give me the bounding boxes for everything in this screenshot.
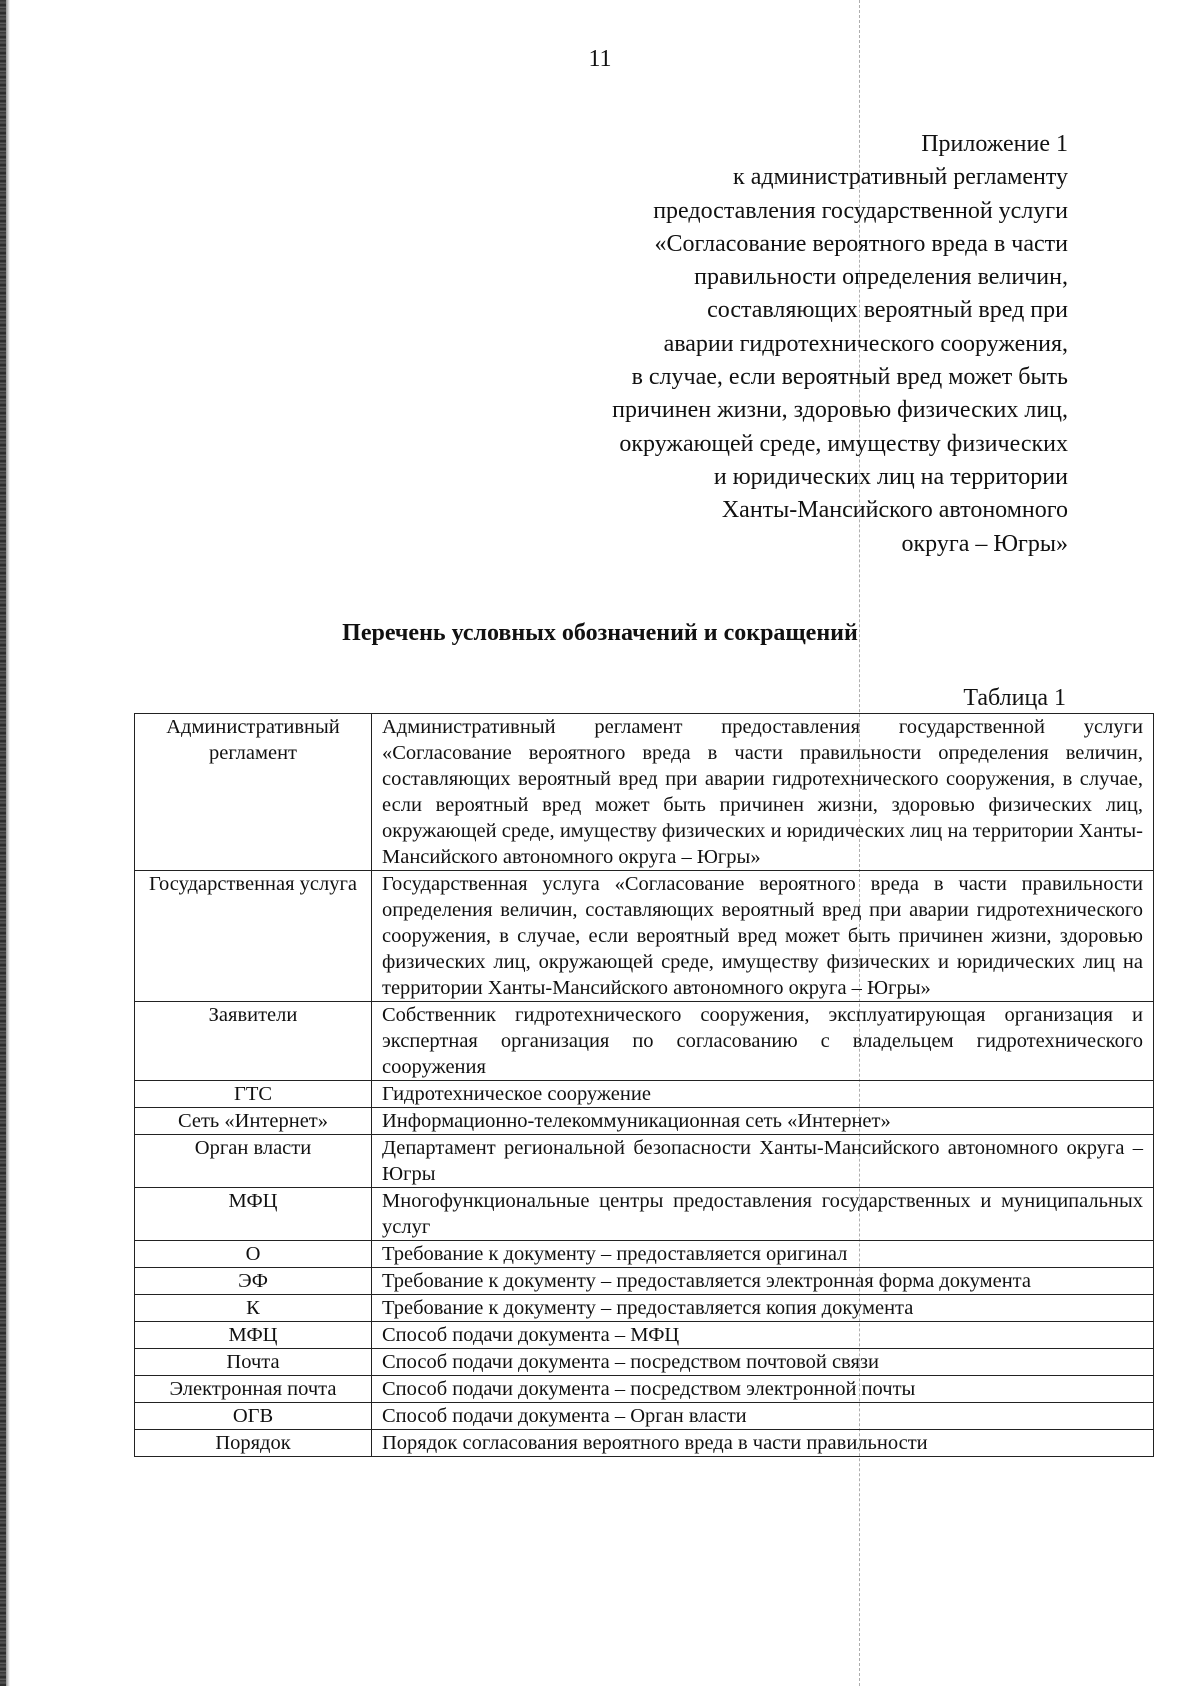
table-row (135, 1376, 1154, 1403)
definition-cell: Департамент региональной безопасности Ханты-Мансийского автономного округа – Югры (372, 1135, 1154, 1188)
table-row (135, 1430, 1154, 1457)
definition-cell: Требование к документу – предоставляется копия документа (372, 1295, 1154, 1322)
definition-cell: Способ подачи документа – посредством электронной почты (372, 1376, 1154, 1403)
definition-cell: Административный регламент предоставления государственной услуги «Согласование вероятного вреда в части правильности определения величин, составляющих вероятный вред при аварии гидротехнического сооружения, в случае, если вероятный вред может быть причинен жизни, здоровью физических лиц, окружающей среде, имуществу физических и юридических лиц на территории Ханты-Мансийского автономного округа – Югры» (372, 714, 1154, 871)
term-cell: К (135, 1295, 372, 1322)
term-cell: ГТС (135, 1081, 372, 1108)
table-row (135, 1108, 1154, 1135)
term-cell: Заявители (135, 1002, 372, 1081)
appendix-line: окружающей среде, имуществу физических (619, 430, 1068, 457)
term-cell: Почта (135, 1349, 372, 1376)
table-caption: Таблица 1 (963, 685, 1066, 711)
appendix-line: и юридических лиц на территории (713, 463, 1068, 490)
term-cell: ЭФ (135, 1268, 372, 1295)
term-cell: Электронная почта (135, 1376, 372, 1403)
table-row (135, 714, 1154, 871)
appendix-line: аварии гидротехнического сооружения, (663, 330, 1068, 357)
term-cell: МФЦ (135, 1188, 372, 1241)
definition-cell: Информационно-телекоммуникационная сеть «Интернет» (372, 1108, 1154, 1135)
term-cell: Орган власти (135, 1135, 372, 1188)
definition-cell: Гидротехническое сооружение (372, 1081, 1154, 1108)
table-row (135, 1403, 1154, 1430)
term-cell: МФЦ (135, 1322, 372, 1349)
table-row (135, 1081, 1154, 1108)
definition-cell: Требование к документу – предоставляется электронная форма документа (372, 1268, 1154, 1295)
term-cell: Государственная услуга (135, 871, 372, 1002)
definition-cell: Порядок согласования вероятного вреда в части правильности (372, 1430, 1154, 1457)
definition-cell: Способ подачи документа – Орган власти (372, 1403, 1154, 1430)
document-title: Перечень условных обозначений и сокращений (342, 620, 858, 646)
abbreviations-table (134, 713, 1154, 1457)
appendix-line: правильности определения величин, (694, 264, 1068, 291)
definition-cell: Государственная услуга «Согласование вероятного вреда в части правильности определения величин, составляющих вероятный вред при аварии гидротехнического сооружения, в случае, если вероятный вред может быть причинен жизни, здоровью физических лиц, окружающей среде, имуществу физических и юридических лиц на территории Ханты-Мансийского автономного округа – Югры» (372, 871, 1154, 1002)
appendix-line: округа – Югры» (901, 530, 1068, 557)
appendix-heading (448, 128, 1068, 561)
term-cell: Административный регламент (135, 714, 372, 871)
definition-cell: Многофункциональные центры предоставления государственных и муниципальных услуг (372, 1188, 1154, 1241)
appendix-line: к административный регламенту (733, 164, 1068, 191)
appendix-line: предоставления государственной услуги (653, 197, 1068, 224)
appendix-line: Приложение 1 (921, 131, 1068, 157)
term-cell: Сеть «Интернет» (135, 1108, 372, 1135)
table-row (135, 871, 1154, 1002)
table-row (135, 1268, 1154, 1295)
appendix-line: Ханты-Мансийского автономного (721, 497, 1068, 524)
term-cell: ОГВ (135, 1403, 372, 1430)
page-number: 11 (588, 46, 612, 72)
term-cell: О (135, 1241, 372, 1268)
table-row (135, 1002, 1154, 1081)
definition-cell: Способ подачи документа – МФЦ (372, 1322, 1154, 1349)
table-row (135, 1135, 1154, 1188)
table-row (135, 1322, 1154, 1349)
table-row (135, 1349, 1154, 1376)
appendix-line: в случае, если вероятный вред может быть (631, 364, 1068, 391)
appendix-line: «Согласование вероятного вреда в части (654, 230, 1068, 257)
appendix-line: составляющих вероятный вред при (707, 297, 1068, 324)
definition-cell: Способ подачи документа – посредством почтовой связи (372, 1349, 1154, 1376)
definition-cell: Требование к документу – предоставляется оригинал (372, 1241, 1154, 1268)
table-row (135, 1295, 1154, 1322)
term-cell: Порядок (135, 1430, 372, 1457)
table-row (135, 1241, 1154, 1268)
appendix-line: причинен жизни, здоровью физических лиц, (612, 397, 1068, 424)
scan-edge-shadow (6, 0, 10, 1686)
table-row (135, 1188, 1154, 1241)
definition-cell: Собственник гидротехнического сооружения, эксплуатирующая организация и экспертная организация по согласованию с владельцем гидротехнического сооружения (372, 1002, 1154, 1081)
